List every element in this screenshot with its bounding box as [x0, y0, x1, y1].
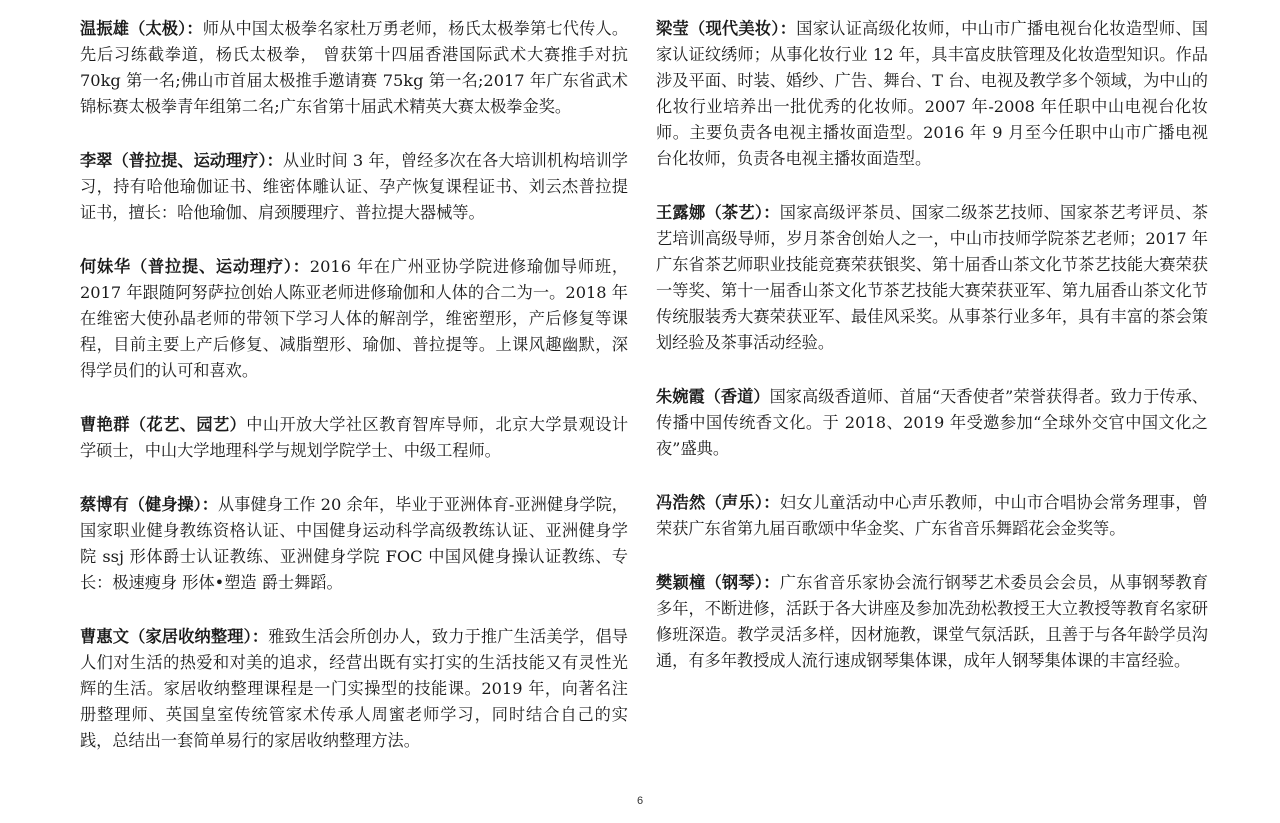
- bio-name: 王露娜（茶艺）：: [656, 203, 780, 222]
- bio-name: 曹艳群（花艺、园艺）: [80, 415, 247, 434]
- bio-text: 国家高级评茶员、国家二级茶艺技师、国家茶艺考评员、茶艺培训高级导师，岁月茶舍创始人之一，中山市技师学院茶艺老师；2017 年广东省茶艺师职业技能竞赛荣获银奖、第十届香山茶文化节茶艺技能大赛荣获一等奖、第十一届香山茶文化节茶艺技能大赛荣获亚军、第九届香山茶文化节传统服装秀大赛荣获亚军、最佳风采奖。从事茶行业多年，具有丰富的茶会策划经验及茶事活动经验。: [656, 203, 1209, 352]
- bio-entry-zhu-wanxia: [656, 384, 1208, 462]
- bio-entry-fan-yingtong: [656, 570, 1208, 674]
- bio-text: 雅致生活会所创办人，致力于推广生活美学，倡导人们对生活的热爱和对美的追求，经营出既有实打实的生活技能又有灵性光辉的生活。家居收纳整理课程是一门实操型的技能课。2019 年，向著名注册整理师、英国皇室传统管家术传承人周蜜老师学习，同时结合自己的实践，总结出一套简单易行的家居收纳整理方法。: [80, 627, 628, 750]
- bio-entry-li-cui: [80, 148, 628, 226]
- bio-text: 广东省音乐家协会流行钢琴艺术委员会会员，从事钢琴教育多年，不断进修，活跃于各大讲座及参加冼劲松教授王大立教授等教育名家研修班深造。教学灵活多样，因材施教，课堂气氛活跃，且善于与各年龄学员沟通，有多年教授成人流行速成钢琴集体课，成年人钢琴集体课的丰富经验。: [656, 573, 1209, 670]
- bio-entry-feng-haoran: [656, 490, 1208, 542]
- bio-entry-wen-zhenxiong: [80, 16, 628, 120]
- right-column: [656, 16, 1208, 674]
- bio-entry-liang-ying: [656, 16, 1208, 172]
- bio-name: 蔡博有（健身操）：: [80, 495, 219, 514]
- bio-text: 国家认证高级化妆师，中山市广播电视台化妆造型师、国家认证纹绣师；从事化妆行业 12 年，具丰富皮肤管理及化妆造型知识。作品涉及平面、时装、婚纱、广告、舞台、T 台、电视及教学多个领域，为中山的化妆行业培养出一批优秀的化妆师。2007 年-2008 年任职中山电视台化妆师。主要负责各电视主播妆面造型。2016 年 9 月至今任职中山市广播电视台化妆师，负责各电视主播妆面造型。: [656, 19, 1209, 168]
- bio-entry-he-meihua: [80, 254, 628, 384]
- bio-text: 2016 年在广州亚协学院进修瑜伽导师班，2017 年跟随阿努萨拉创始人陈亚老师进修瑜伽和人体的合二为一。2018 年在维密大使孙晶老师的带领下学习人体的解剖学，维密塑形，产后修复等课程，目前主要上产后修复、减脂塑形、瑜伽、普拉提等。上课风趣幽默，深得学员们的认可和喜欢。: [80, 257, 629, 380]
- bio-name: 温振雄（太极）：: [80, 19, 203, 38]
- bio-entry-cai-boyou: [80, 492, 628, 596]
- bio-name: 曹惠文（家居收纳整理）：: [80, 627, 269, 646]
- left-column: [80, 16, 628, 754]
- bio-entry-wang-luna: [656, 200, 1208, 356]
- bio-text: 从业时间 3 年，曾经多次在各大培训机构培训学习，持有哈他瑜伽证书、维密体雕认证、孕产恢复课程证书、刘云杰普拉提证书，擅长：哈他瑜伽、肩颈腰理疗、普拉提大器械等。: [80, 151, 628, 222]
- bio-text: 师从中国太极拳名家杜万勇老师，杨氏太极拳第七代传人。先后习练截拳道，杨氏太极拳， 曾获第十四届香港国际武术大赛推手对抗 70kg 第一名;佛山市首届太极推手邀请赛 75kg 第一名;2017 年广东省武术锦标赛太极拳青年组第二名;广东省第十届武术精英大赛太极拳金奖。: [80, 19, 629, 116]
- bio-entry-cao-huiwen: [80, 624, 628, 754]
- page-number: 6: [636, 795, 644, 807]
- bio-name: 冯浩然（声乐）：: [656, 493, 780, 512]
- bio-entry-cao-yanqun: [80, 412, 628, 464]
- bio-name: 李翠（普拉提、运动理疗）：: [80, 151, 283, 170]
- bio-name: 朱婉霞（香道）: [656, 387, 770, 406]
- bio-name: 梁莹（现代美妆）：: [656, 19, 797, 38]
- bio-text: 国家高级香道师、首届“天香使者”荣誉获得者。致力于传承、传播中国传统香文化。于 2018、2019 年受邀参加“全球外交官中国文化之夜”盛典。: [656, 387, 1208, 458]
- bio-text: 从事健身工作 20 余年，毕业于亚洲体育-亚洲健身学院，国家职业健身教练资格认证、中国健身运动科学高级教练认证、亚洲健身学院 ssj 形体爵士认证教练、亚洲健身学院 FOC 中国风健身操认证教练、专长：极速瘦身 形体•塑造 爵士舞蹈。: [80, 495, 628, 592]
- bio-text: 中山开放大学社区教育智库导师，北京大学景观设计学硕士，中山大学地理科学与规划学院学士、中级工程师。: [80, 415, 629, 460]
- bio-name: 樊颖橦（钢琴）：: [656, 573, 780, 592]
- bio-text: 妇女儿童活动中心声乐教师，中山市合唱协会常务理事，曾荣获广东省第九届百歌颂中华金奖、广东省音乐舞蹈花会金奖等。: [656, 493, 1209, 538]
- bio-name: 何妹华（普拉提、运动理疗）：: [80, 257, 310, 276]
